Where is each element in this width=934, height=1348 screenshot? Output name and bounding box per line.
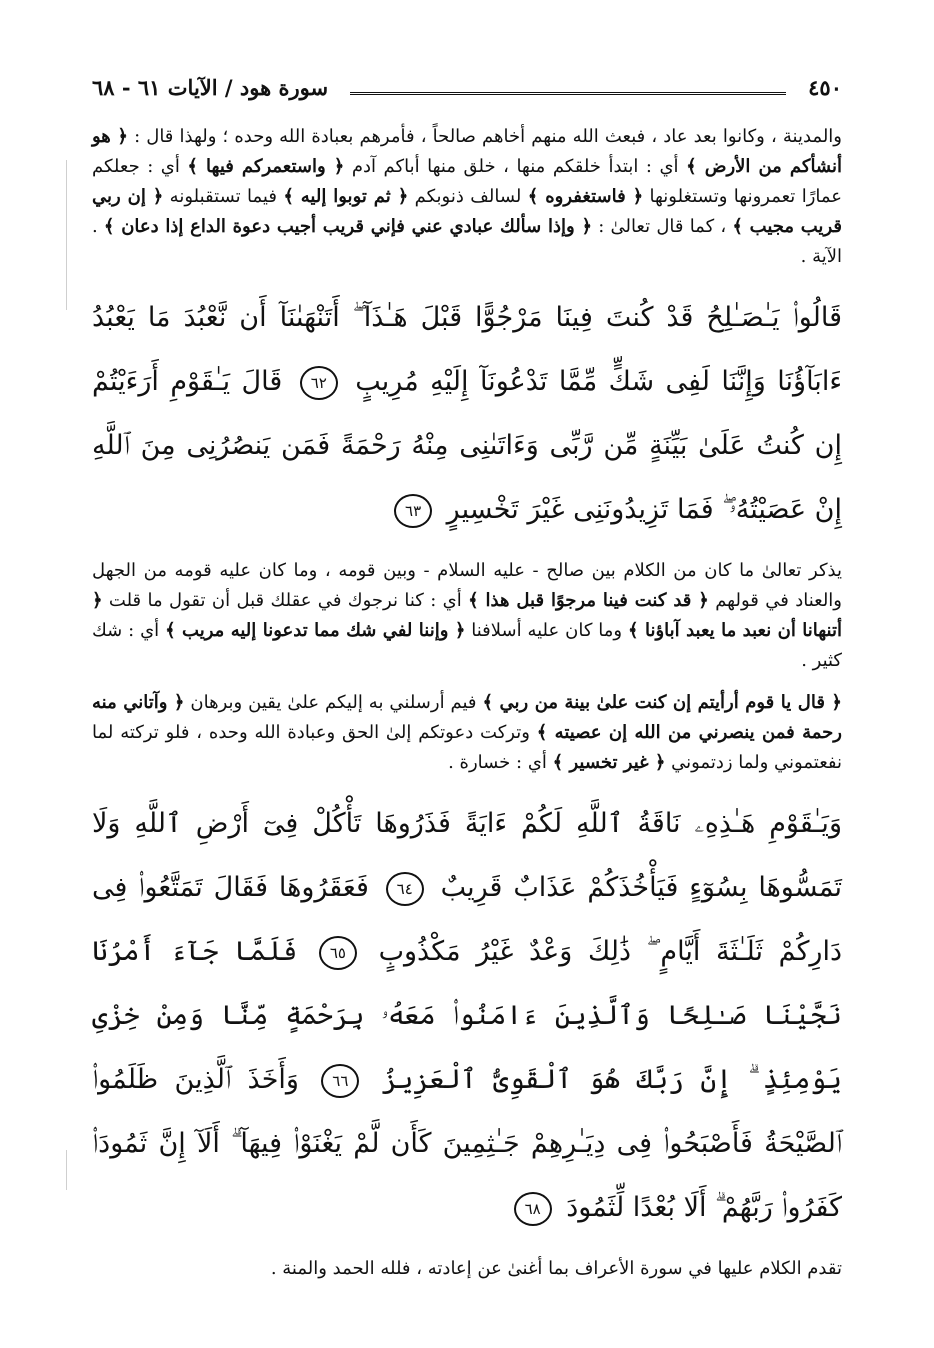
ayah-number: ٦٢ xyxy=(300,366,338,400)
quote: ﴿ هو أنشأكم من الأرض ﴾ xyxy=(92,126,842,177)
quote: ﴿ قد كنت فينا مرجوًا قبل هذا ﴾ xyxy=(468,590,709,611)
commentary-text: أي : خسارة . xyxy=(448,752,553,773)
quote: ﴿ ثم توبوا إليه ﴾ xyxy=(283,186,409,207)
verse-text: وَيَـٰقَوْمِ هَـٰذِهِۦ نَاقَةُ ٱللَّهِ لَكُمْ ءَايَةً فَذَرُوهَا تَأْكُلْ فِىٓ أَرْضِ ٱللَّهِ وَلَا تَمَسُّوهَا بِسُوٓءٍ فَيَأْخُذَكُمْ عَذَابٌ قَرِيبٌ xyxy=(92,808,842,903)
verse-text: قَالَ يَـٰقَوْمِ أَرَءَيْتُمْ إِن كُنتُ عَلَىٰ بَيِّنَةٍ مِّن رَّبِّى وَءَاتَىٰنِى مِنْهُ رَحْمَةً فَمَن يَنصُرُنِى مِنَ ٱللَّهِ إِنْ عَصَيْتُهُۥ ۖ فَمَا تَزِيدُونَنِى غَيْرَ تَخْسِيرٍ xyxy=(92,366,842,525)
page-header xyxy=(92,70,842,104)
quote: ﴿ غير تخسير ﴾ xyxy=(552,752,666,773)
verse-text: فَعَقَرُوهَا فَقَالَ تَمَتَّعُوا۟ فِى دَارِكُمْ ثَلَـٰثَةَ أَيَّامٍ ۖ ذَٰلِكَ وَعْدٌ غَيْرُ مَكْذُوبٍ xyxy=(92,872,842,967)
header-rule xyxy=(350,92,786,95)
commentary-text: أي : جعلكم عمارًا تعمرونها وتستغلونها xyxy=(92,156,843,207)
margin-mark xyxy=(66,160,67,310)
quote: ﴿ إن ربي قريب مجيب ﴾ xyxy=(92,186,842,237)
commentary-text: فيم أرسلني به إليكم علىٰ يقين وبرهان xyxy=(184,692,483,713)
commentary-text: . الآية . xyxy=(92,216,842,267)
margin-mark xyxy=(66,1150,67,1190)
commentary-text: أي : شك كثير . xyxy=(92,620,842,671)
verse-text: قَالُوا۟ يَـٰصَـٰلِحُ قَدْ كُنتَ فِينَا مَرْجُوًّا قَبْلَ هَـٰذَآ ۖ أَتَنْهَىٰنَآ أَن نَّعْبُدَ مَا يَعْبُدُ ءَابَآؤُنَا وَإِنَّنَا لَفِى شَكٍّ مِّمَّا تَدْعُونَآ إِلَيْهِ مُرِيبٍ xyxy=(92,302,843,397)
commentary-text: فيما تستقبلونه xyxy=(163,186,284,207)
quote: ﴿ فاستغفروه ﴾ xyxy=(527,186,644,207)
quote: ﴿ واستعمركم فيها ﴾ xyxy=(187,156,345,177)
ayah-number: ٦٨ xyxy=(514,1192,552,1226)
page-number: ٤٥٠ xyxy=(808,74,842,100)
ayah-number: ٦٥ xyxy=(319,936,357,970)
quote: ﴿ وآتاني منه رحمة فمن ينصرني من الله إن عصيته ﴾ xyxy=(92,692,842,743)
commentary-text: أي : ابتدأ خلقكم منها ، خلق منها أباكم آدم xyxy=(344,156,687,177)
quote: ﴿ وإذا سألك عبادي عني فإني قريب أجيب دعوة الداع إذا دعان ﴾ xyxy=(103,216,592,237)
commentary-text: ، كما قال تعالىٰ : xyxy=(592,216,733,237)
surah-title: سورة هود / الآيات ٦١ - ٦٨ xyxy=(92,74,329,100)
quote: ﴿ أتنهانا أن نعبد ما يعبد آباؤنا ﴾ xyxy=(92,590,842,641)
quran-verse-block-1 xyxy=(92,286,842,542)
commentary-paragraph-3 xyxy=(92,688,842,778)
commentary-text: أي : كنا نرجوك في عقلك قبل أن تقول ما قلت xyxy=(102,590,469,611)
commentary-paragraph-2 xyxy=(92,556,842,676)
commentary-paragraph-4 xyxy=(92,1254,842,1284)
commentary-text: يذكر تعالىٰ ما كان من الكلام بين صالح - عليه السلام - وبين قومه ، وما كان عليه قومه من الجهل والعناد في قولهم xyxy=(92,560,842,611)
commentary-text: وتركت دعوتكم إلىٰ الحق وعبادة الله وحده ، فلو تركته لما نفعتموني ولما زدتموني xyxy=(92,722,842,773)
verse-text: فَلَمَّا جَآءَ أَمْرُنَا نَجَّيْنَا صَـٰلِحًا وَٱلَّذِينَ ءَامَنُوا۟ مَعَهُۥ بِرَحْمَةٍ مِّنَّا وَمِنْ خِزْىِ يَوْمِئِذٍ ۗ إِنَّ رَبَّكَ هُوَ ٱلْقَوِىُّ ٱلْعَزِيزُ xyxy=(92,936,842,1095)
commentary-paragraph-1 xyxy=(92,122,842,272)
commentary-text: لسالف ذنوبكم xyxy=(408,186,528,207)
ayah-number: ٦٣ xyxy=(394,494,432,528)
quote: ﴿ وإننا لفي شك مما تدعونا إليه مريب ﴾ xyxy=(165,620,466,641)
commentary-text: تقدم الكلام عليها في سورة الأعراف بما أغنىٰ عن إعادته ، فلله الحمد والمنة . xyxy=(270,1258,842,1279)
commentary-text: وما كان عليه أسلافنا xyxy=(465,620,628,641)
ayah-number: ٦٦ xyxy=(321,1064,359,1098)
verse-text: وَأَخَذَ ٱلَّذِينَ ظَلَمُوا۟ ٱلصَّيْحَةُ فَأَصْبَحُوا۟ فِى دِيَـٰرِهِمْ جَـٰثِمِينَ كَأَن لَّمْ يَغْنَوْا۟ فِيهَآ ۗ أَلَآ إِنَّ ثَمُودَا۟ كَفَرُوا۟ رَبَّهُمْ ۗ أَلَا بُعْدًا لِّثَمُودَ xyxy=(92,1064,842,1223)
ayah-number: ٦٤ xyxy=(386,872,424,906)
commentary-text: والمدينة ، وكانوا بعد عاد ، فبعث الله منهم أخاهم صالحاً ، فأمرهم بعبادة الله وحده ؛ ولهذا قال : xyxy=(127,126,843,147)
quran-verse-block-2 xyxy=(92,792,842,1240)
quote: ﴿ قال يا قوم أرأيتم إن كنت علىٰ بينة من ربي ﴾ xyxy=(482,692,842,713)
